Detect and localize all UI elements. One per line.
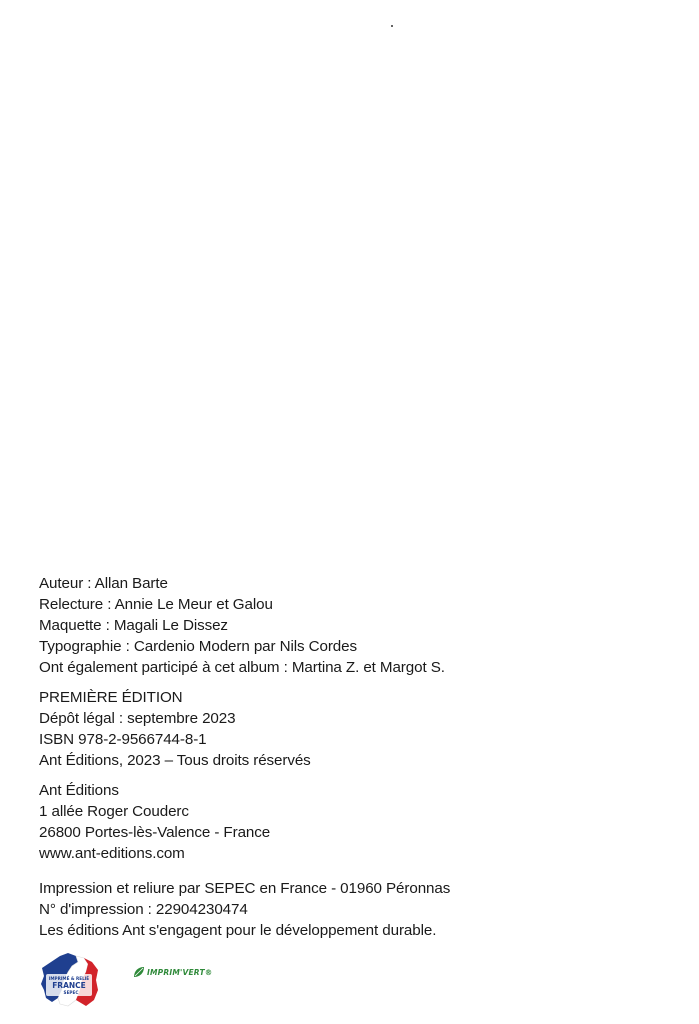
print-number-line: N° d'impression : 22904230474 [39,901,248,918]
colophon-text [39,573,679,941]
leaf-icon [133,966,145,978]
logos-row [38,950,298,1010]
proofreading-line: Relecture : Annie Le Meur et Galou [39,596,273,613]
printing-block [39,878,679,941]
made-in-france-line1: IMPRIMÉ & RELIÉ [48,976,90,981]
imprim-vert-label: IMPRIM'VERT® [147,967,213,977]
isbn-line: ISBN 978-2-9566744-8-1 [39,731,207,748]
typography-line: Typographie : Cardenio Modern par Nils Cordes [39,638,357,655]
made-in-france-line3: SEPEC [63,990,79,995]
legal-deposit-line: Dépôt légal : septembre 2023 [39,710,236,727]
publisher-website: www.ant-editions.com [39,845,185,862]
scan-speck [391,25,393,27]
made-in-france-line2: FRANCE [52,981,86,990]
edition-title: PREMIÈRE ÉDITION [39,689,183,706]
layout-line: Maquette : Magali Le Dissez [39,617,228,634]
edition-block [39,687,679,771]
imprim-vert-logo [133,964,212,980]
publisher-block [39,780,679,864]
credits-block [39,573,679,678]
printer-line: Impression et reliure par SEPEC en France - 01960 Péronnas [39,880,451,897]
commitment-line: Les éditions Ant s'engagent pour le développement durable. [39,922,437,939]
rights-line: Ant Éditions, 2023 – Tous droits réservés [39,752,311,769]
author-line: Auteur : Allan Barte [39,575,168,592]
publisher-city: 26800 Portes-lès-Valence - France [39,824,271,841]
publisher-name: Ant Éditions [39,782,119,799]
made-in-france-logo [38,950,102,1010]
publisher-street: 1 allée Roger Couderc [39,803,189,820]
contributors-line: Ont également participé à cet album : Martina Z. et Margot S. [39,659,445,676]
